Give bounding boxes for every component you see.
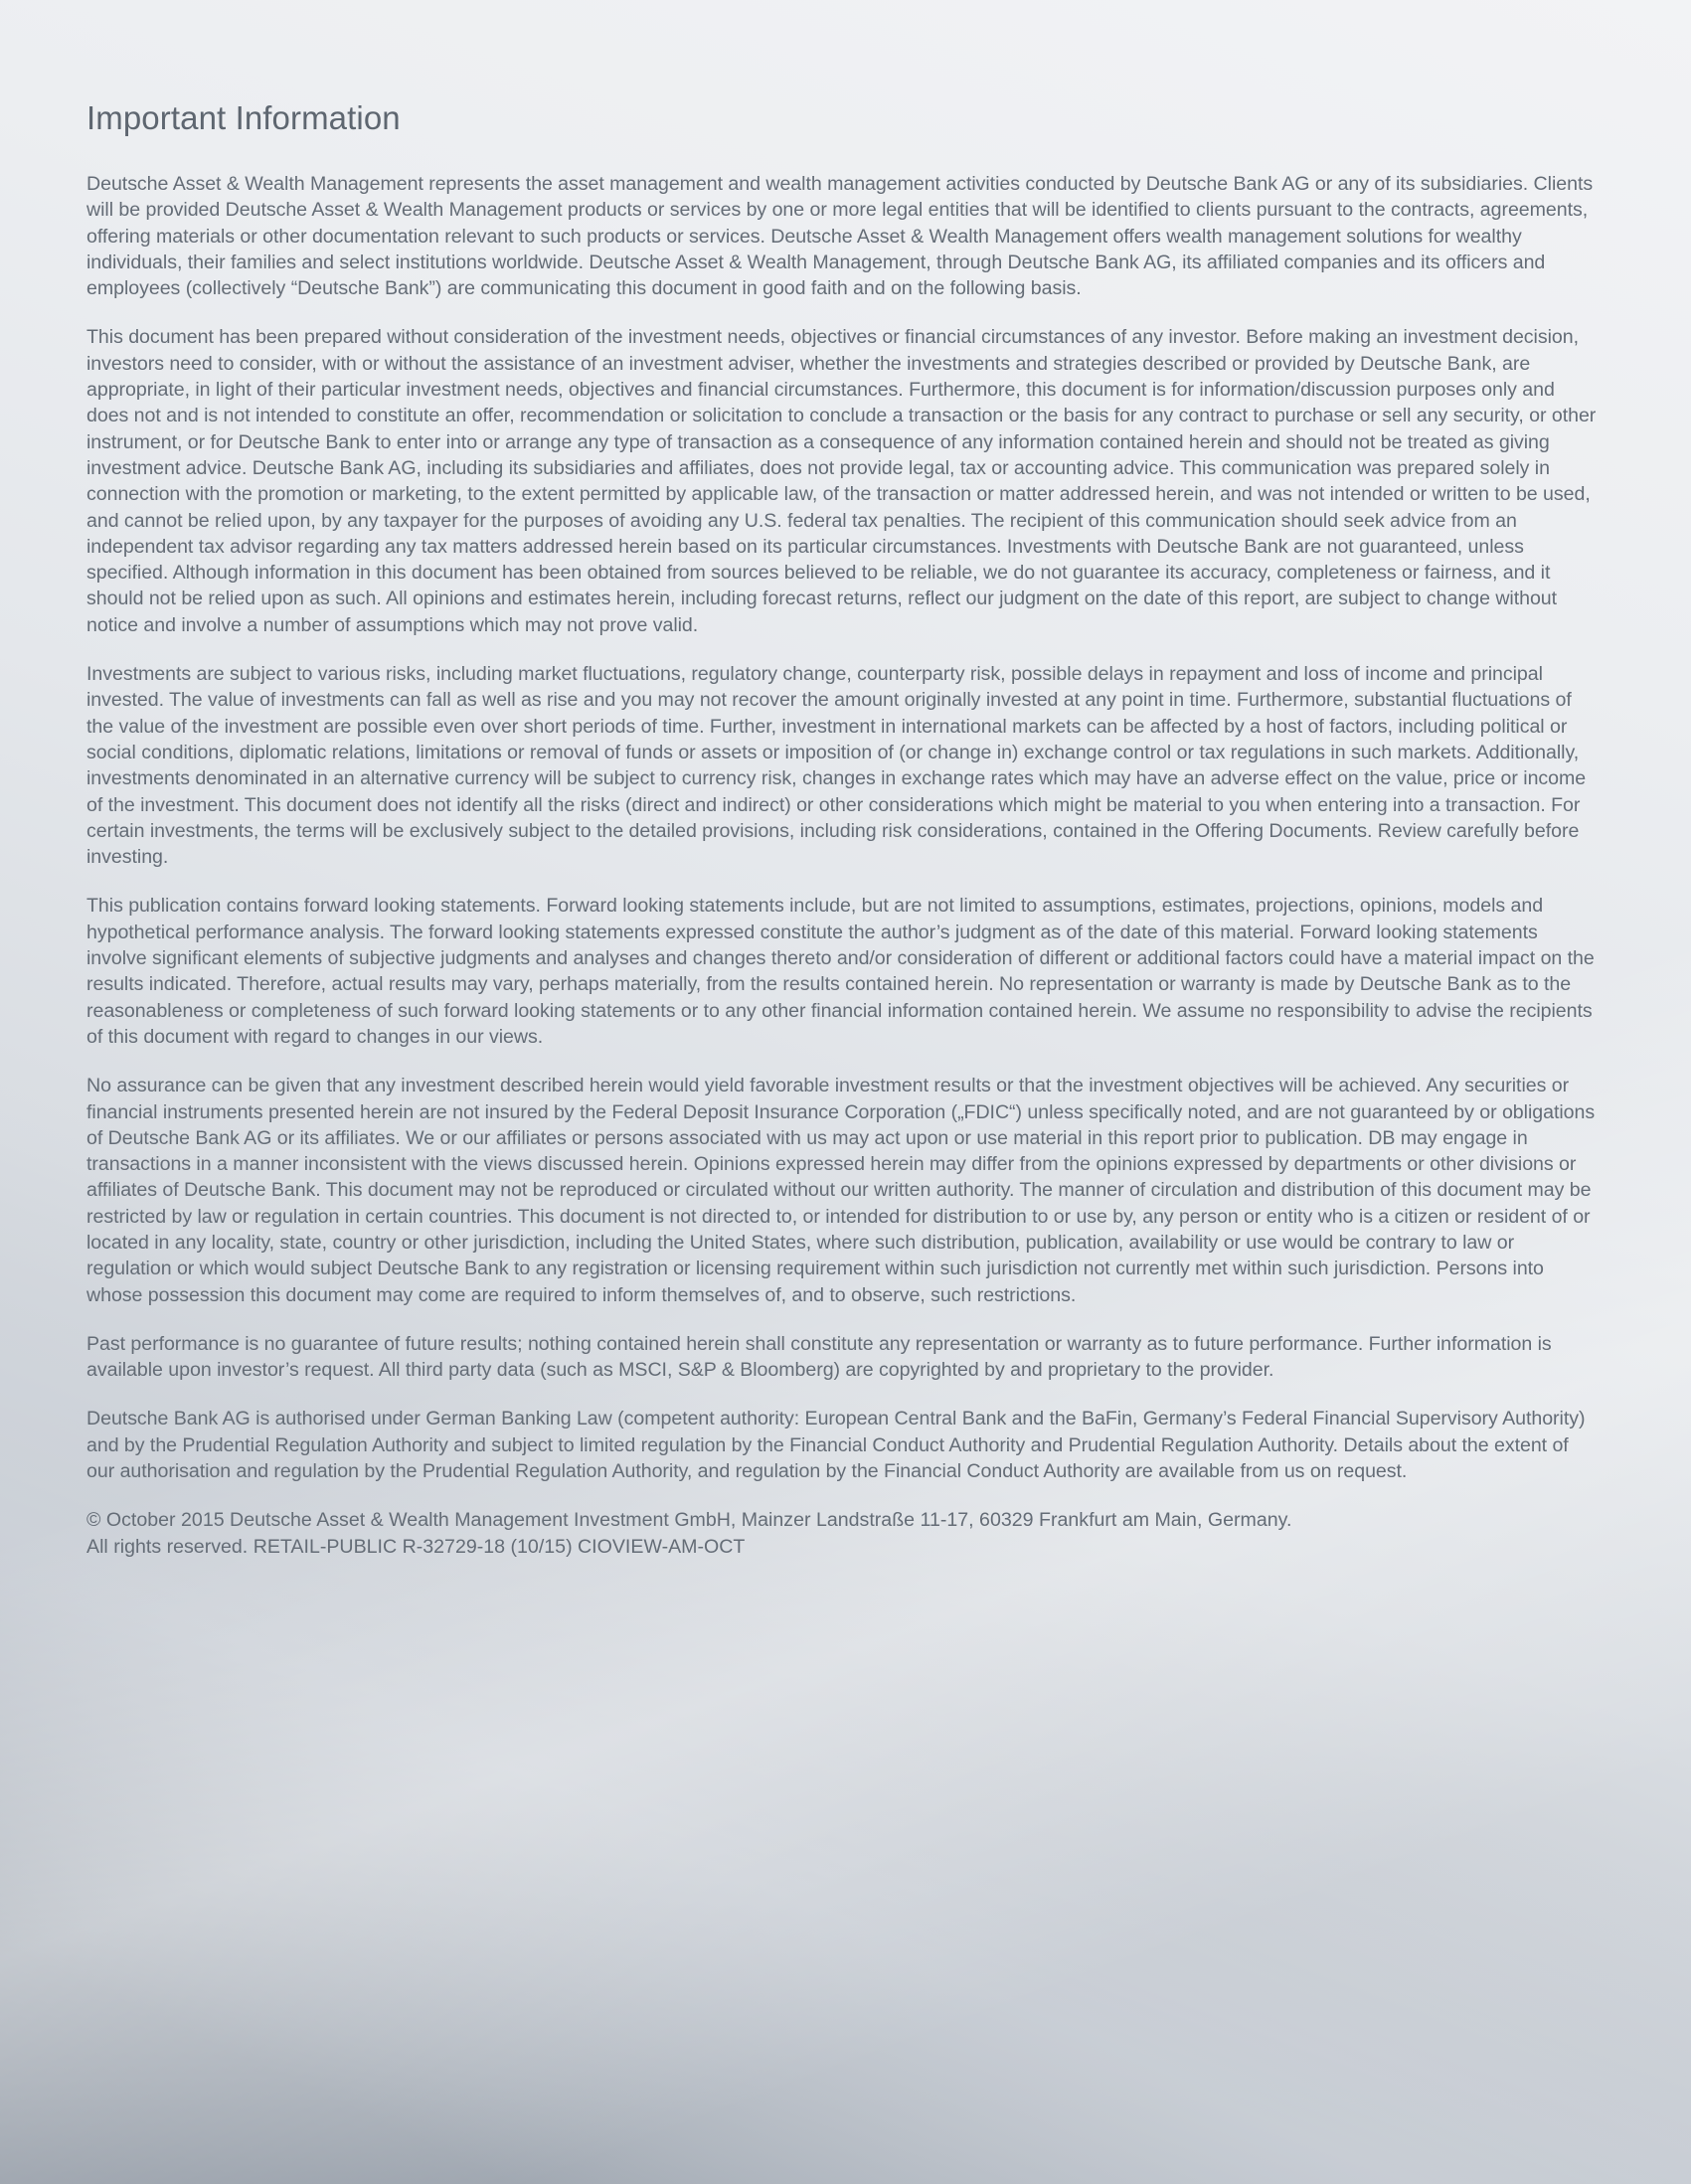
paragraph-investment-needs: This document has been prepared without consideration of the investment needs, objectives or financial circumstances of any investor. Before making an investment decision, investors need to consider, with or without the assistance of an investment adviser, whether the investments and strategies described or provided by Deutsche Bank, are appropriate, in light of their particular investment needs, objectives and financial circumstances. Furthermore, this document is for information/discussion purposes only and does not and is not intended to constitute an offer, recommendation or solicitation to conclude a transaction or the basis for any contract to purchase or sell any security, or other instrument, or for Deutsche Bank to enter into or arrange any type of transaction as a consequence of any information contained herein and should not be treated as giving investment advice. Deutsche Bank AG, including its subsidiaries and affiliates, does not provide legal, tax or accounting advice. This communication was prepared solely in connection with the promotion or marketing, to the extent permitted by applicable law, of the transaction or matter addressed herein, and was not intended or written to be used, and cannot be relied upon, by any taxpayer for the purposes of avoiding any U.S. federal tax penalties. The recipient of this communication should seek advice from an independent tax advisor regarding any tax matters addressed herein based on its particular circumstances. Investments with Deutsche Bank are not guaranteed, unless specified. Although information in this document has been obtained from sources believed to be reliable, we do not guarantee its accuracy, completeness or fairness, and it should not be relied upon as such. All opinions and estimates herein, including forecast returns, reflect our judgment on the date of this report, are subject to change without notice and involve a number of assumptions which may not prove valid. xyxy=(86,326,1597,636)
page-title: Important Information xyxy=(86,99,401,136)
paragraph-intro: Deutsche Asset & Wealth Management represents the asset management and wealth management activities conducted by Deutsche Bank AG or any of its subsidiaries. Clients will be provided Deutsche Asset & Wealth Management products or services by one or more legal entities that will be identified to clients pursuant to the contracts, agreements, offering materials or other documentation relevant to such products or services. Deutsche Asset & Wealth Management offers wealth management solutions for wealthy individuals, their families and select institutions worldwide. Deutsche Asset & Wealth Management, through Deutsche Bank AG, its affiliated companies and its officers and employees (collectively “Deutsche Bank”) are communicating this document in good faith and on the following basis. xyxy=(86,173,1594,300)
paragraph-no-assurance: No assurance can be given that any investment described herein would yield favorable investment results or that the investment objectives will be achieved. Any securities or financial instruments presented herein are not insured by the Federal Deposit Insurance Corporation („FDIC“) unless specifically noted, and are not guaranteed by or obligations of Deutsche Bank AG or its affiliates. We or our affiliates or persons associated with us may act upon or use material in this report prior to publication. DB may engage in transactions in a manner inconsistent with the views discussed herein. Opinions expressed herein may differ from the opinions expressed by departments or other divisions or affiliates of Deutsche Bank. This document may not be reproduced or circulated without our written authority. The manner of circulation and distribution of this document may be restricted by law or regulation in certain countries. This document is not directed to, or intended for distribution to or use by, any person or entity who is a citizen or resident of or located in any locality, state, country or other jurisdiction, including the United States, where such distribution, publication, availability or use would be contrary to law or regulation or which would subject Deutsche Bank to any registration or licensing requirement within such jurisdiction not currently met within such jurisdiction. Persons into whose possession this document may come are required to inform themselves of, and to observe, such restrictions. xyxy=(86,1075,1596,1306)
paragraph-authorisation: Deutsche Bank AG is authorised under German Banking Law (competent authority: European Central Bank and the BaFin, Germany’s Federal Financial Supervisory Authority) and by the Prudential Regulation Authority and subject to limited regulation by the Financial Conduct Authority and Prudential Regulation Authority. Details about the extent of our authorisation and regulation by the Prudential Regulation Authority, and regulation by the Financial Conduct Authority are available from us on request. xyxy=(86,1408,1586,1483)
paragraph-risks: Investments are subject to various risks, including market fluctuations, regulatory change, counterparty risk, possible delays in repayment and loss of income and principal invested. The value of investments can fall as well as rise and you may not recover the amount originally invested at any point in time. Furthermore, substantial fluctuations of the value of the investment are possible even over short periods of time. Further, investment in international markets can be affected by a host of factors, including political or social conditions, diplomatic relations, limitations or removal of funds or assets or imposition of (or change in) exchange control or tax regulations in such markets. Additionally, investments denominated in an alternative currency will be subject to currency risk, changes in exchange rates which may have an adverse effect on the value, price or income of the investment. This document does not identify all the risks (direct and indirect) or other considerations which might be material to you when entering into a transaction. For certain investments, the terms will be exclusively subject to the detailed provisions, including risk considerations, contained in the Offering Documents. Review carefully before investing. xyxy=(86,663,1587,869)
copyright-footer xyxy=(86,1507,1598,1560)
paragraph-past-performance: Past performance is no guarantee of future results; nothing contained herein shall constitute any representation or warranty as to future performance. Further information is available upon investor’s request. All third party data (such as MSCI, S&P & Bloomberg) are copyrighted by and proprietary to the provider. xyxy=(86,1332,1552,1382)
important-information-section xyxy=(86,99,1598,1560)
copyright-line: © October 2015 Deutsche Asset & Wealth Management Investment GmbH, Mainzer Landstraße 11-17, 60329 Frankfurt am Main, Germany. xyxy=(86,1509,1292,1532)
rights-reserved-line: All rights reserved. RETAIL-PUBLIC R-32729-18 (10/15) CIOVIEW-AM-OCT xyxy=(86,1535,746,1558)
paragraph-forward-looking: This publication contains forward looking statements. Forward looking statements include, but are not limited to assumptions, estimates, projections, opinions, models and hypothetical performance analysis. The forward looking statements expressed constitute the author’s judgment as of the date of this material. Forward looking statements involve significant elements of subjective judgments and analyses and changes thereto and/or consideration of different or additional factors could have a material impact on the results indicated. Therefore, actual results may vary, perhaps materially, from the results contained herein. No representation or warranty is made by Deutsche Bank as to the reasonableness or completeness of such forward looking statements or to any other financial information contained herein. We assume no responsibility to advise the recipients of this document with regard to changes in our views. xyxy=(86,895,1595,1048)
